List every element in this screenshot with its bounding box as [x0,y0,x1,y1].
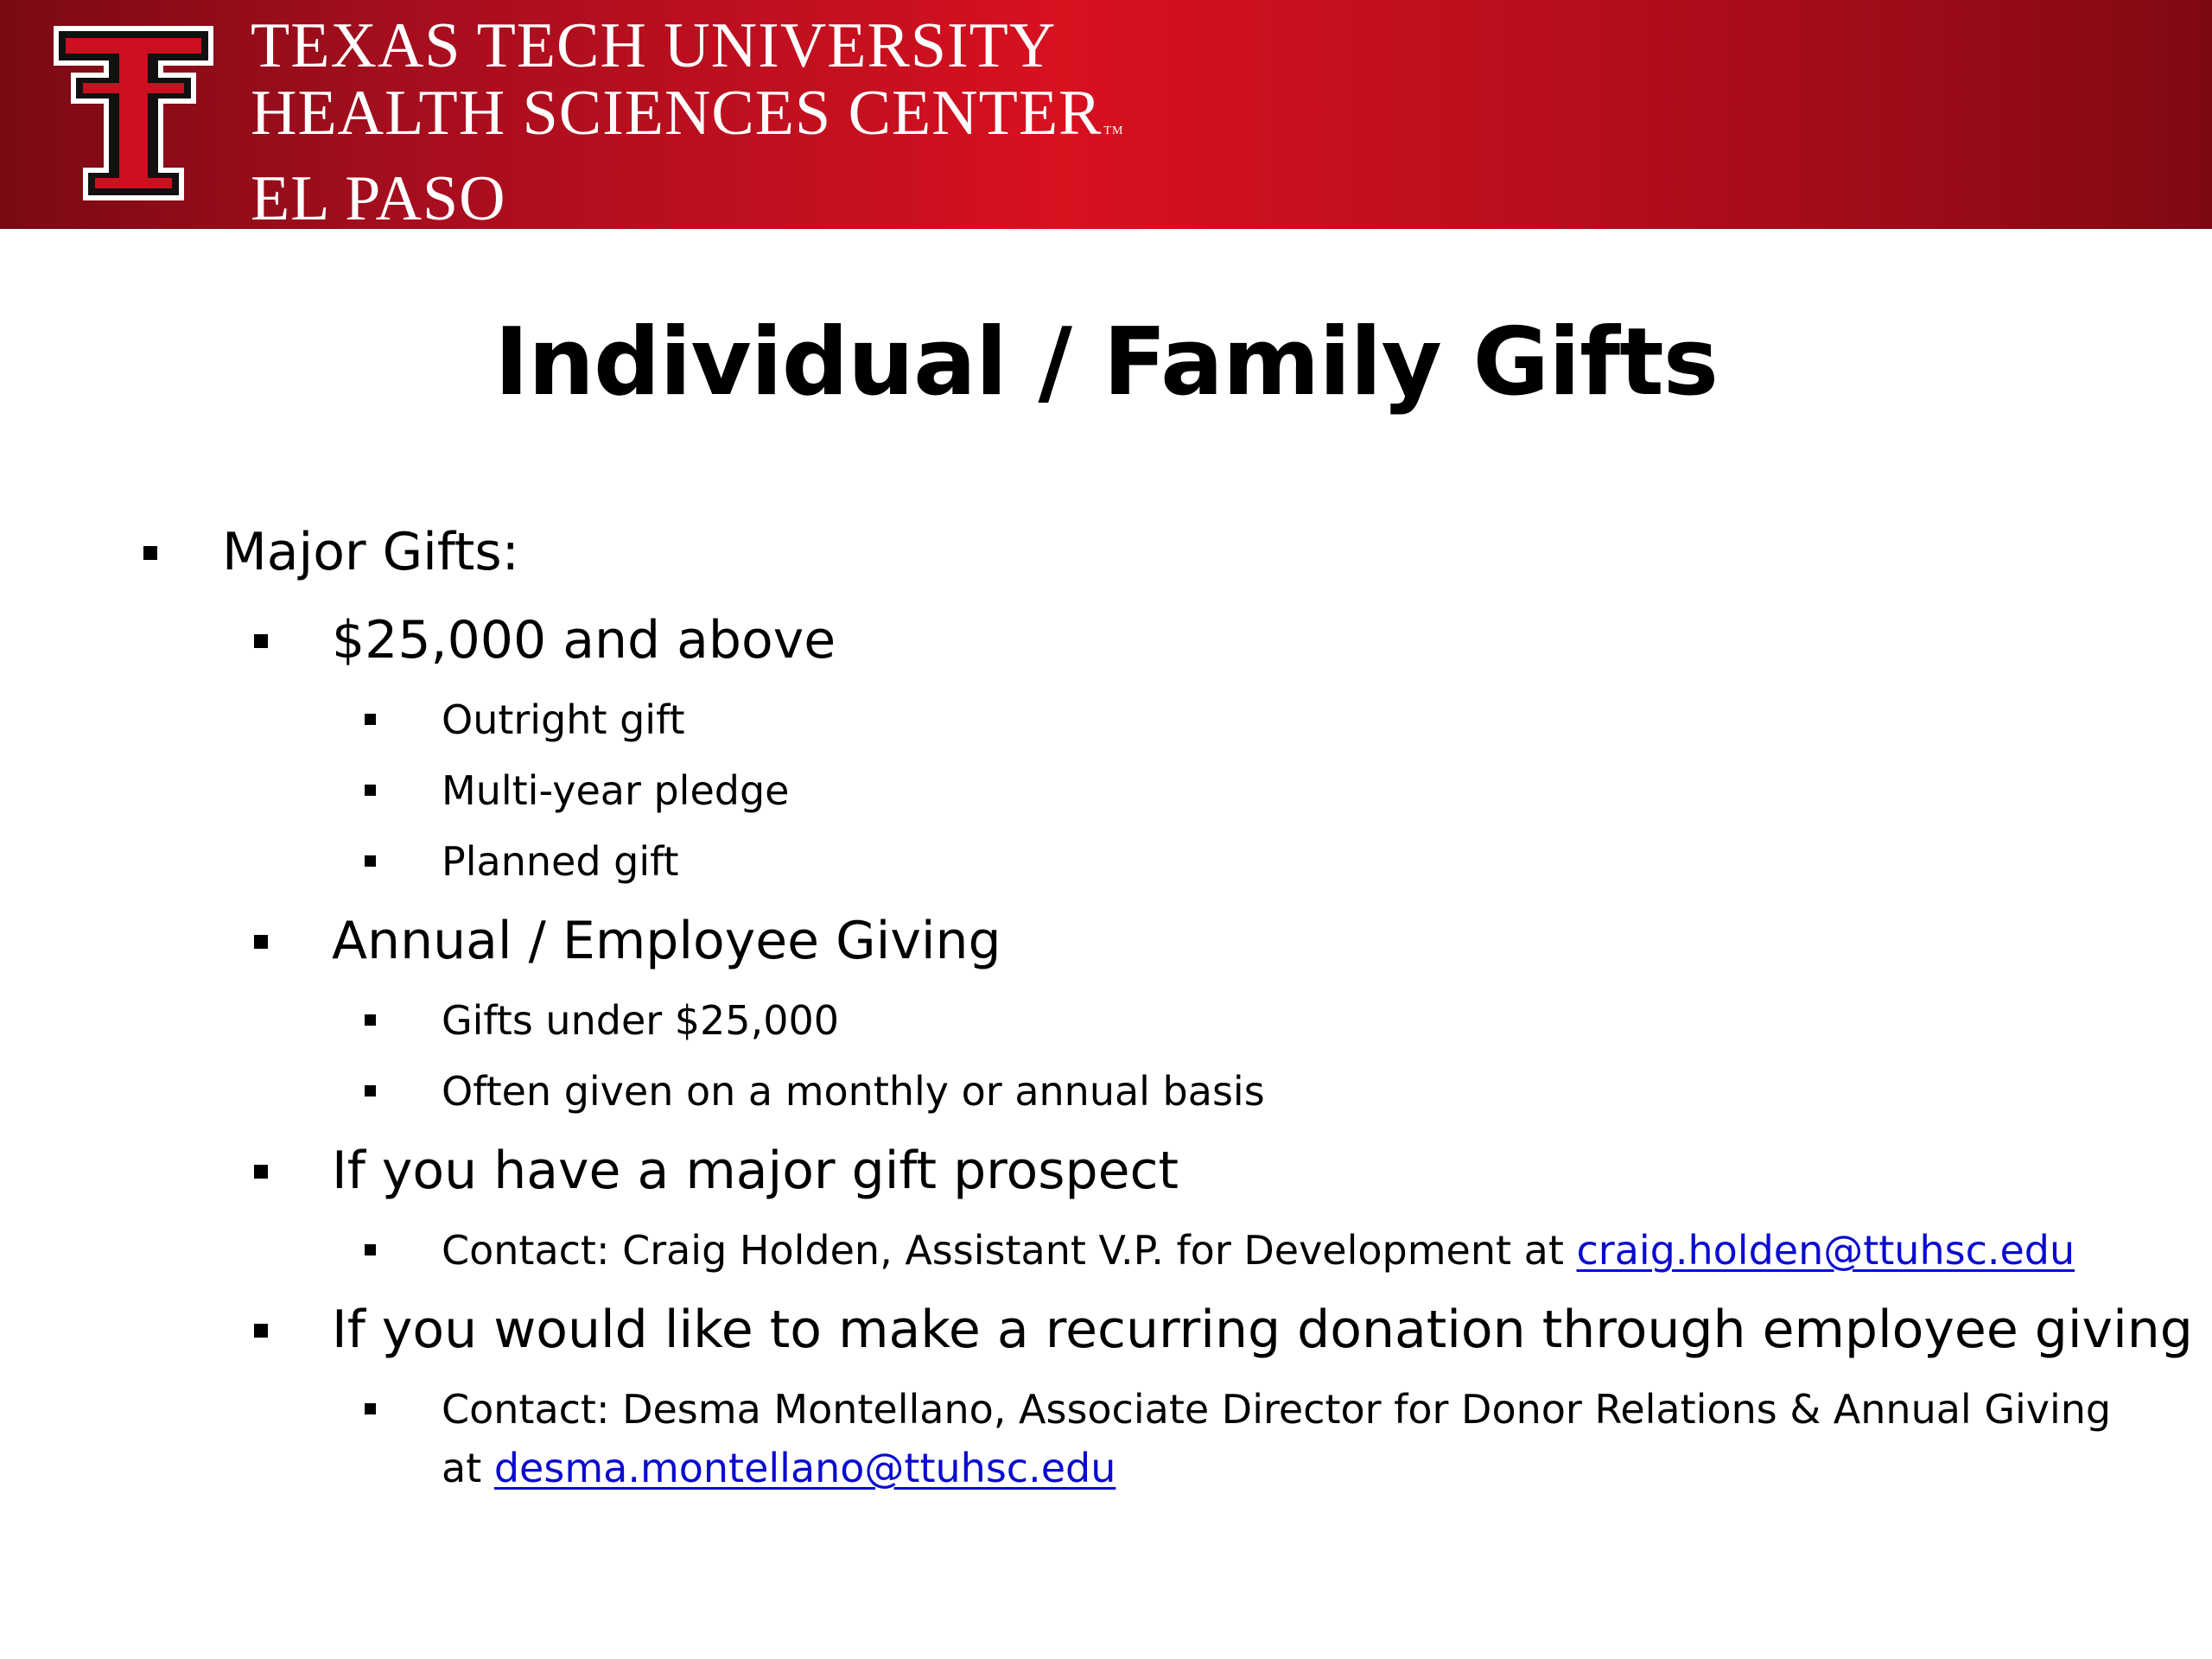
contact-craig-text: Contact: Craig Holden, Assistant V.P. for Development at [442,1227,1577,1274]
bullet-square-icon [254,1324,268,1338]
bullet-square-icon [254,1165,268,1179]
bullet-square-icon [365,714,376,725]
craig-email-link[interactable]: craig.holden@ttuhsc.edu [1576,1227,2075,1274]
bullet-square-icon [365,1014,376,1026]
institution-line-2: HEALTH SCIENCES CENTER TM [251,78,1124,149]
bullet-text: Often given on a monthly or annual basis [442,1068,1265,1115]
bullet-square-icon [143,546,157,560]
institution-line-1: TEXAS TECH UNIVERSITY [251,10,1057,81]
at-text: at [442,1445,494,1491]
bullet-square-icon [254,935,268,949]
trademark: TM [1103,124,1124,137]
bullet-text [442,1227,2075,1274]
bullet-text-continued [442,1445,1116,1491]
institution-line-3: EL PASO [251,163,506,234]
bullet-text: Contact: Desma Montellano, Associate Director for Donor Relations & Annual Giving [442,1386,2112,1433]
bullet-text: Major Gifts: [222,522,519,582]
bullet-text: Gifts under $25,000 [442,997,839,1044]
bullet-square-icon [254,634,268,648]
bullet-text: If you would like to make a recurring donation through employee giving [332,1300,2193,1360]
bullet-text: Planned gift [442,838,679,885]
slide-title: Individual / Family Gifts [493,308,1719,416]
bullet-text: $25,000 and above [332,610,836,671]
bullet-square-icon [365,1085,376,1096]
bullet-text: Outright gift [442,696,685,743]
bullet-square-icon [365,855,376,867]
bullet-text: If you have a major gift prospect [332,1141,1179,1201]
bullet-square-icon [365,785,376,796]
bullet-square-icon [365,1403,376,1414]
bullet-square-icon [365,1244,376,1255]
bullet-text: Multi-year pledge [442,767,790,814]
bullet-text: Annual / Employee Giving [332,911,1001,971]
desma-email-link[interactable]: desma.montellano@ttuhsc.edu [493,1445,1116,1491]
